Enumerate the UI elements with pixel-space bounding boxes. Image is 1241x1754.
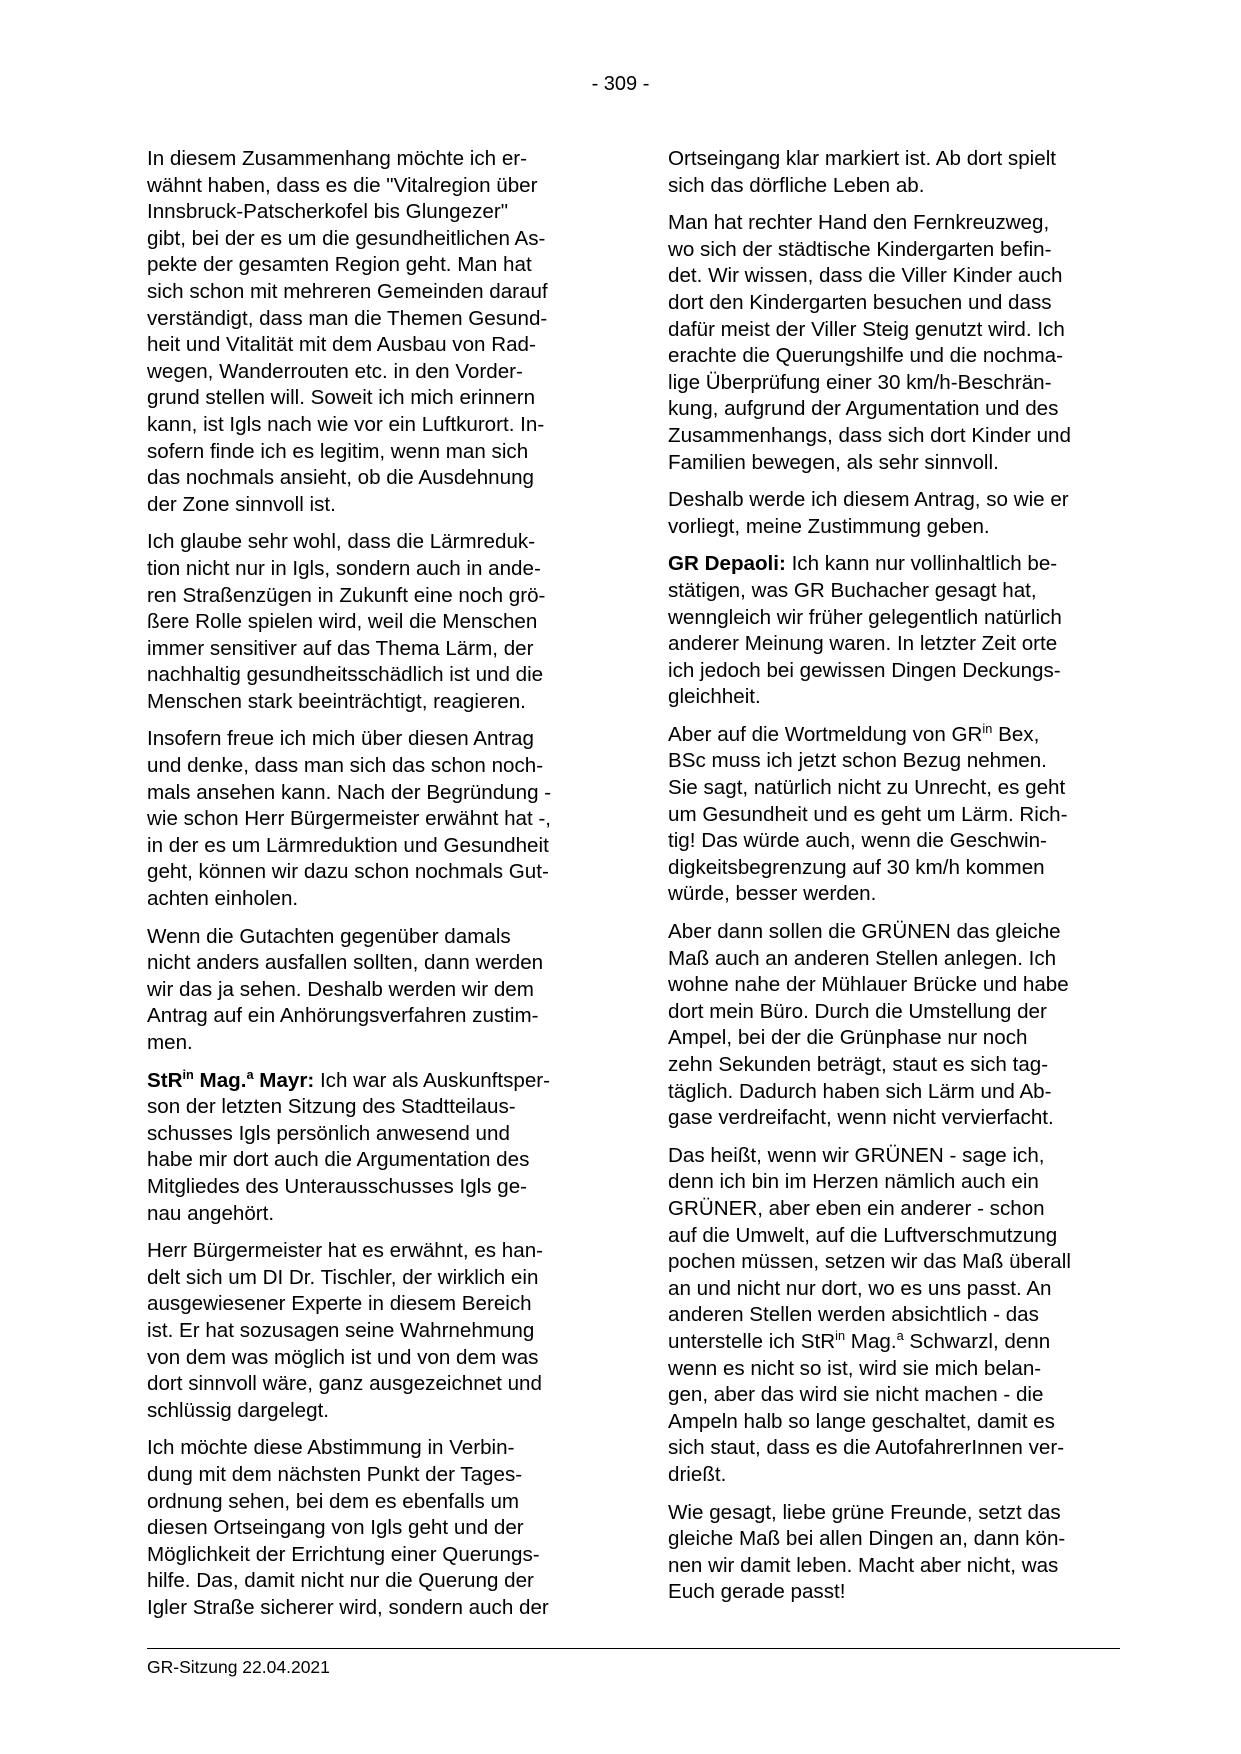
paragraph: In diesem Zusammenhang möchte ich er- wähnt haben, dass es die "Vitalregion über Innsbruck-Patscherkofel bis Glungezer" gibt, bei der es um die gesundheitlichen As- pekte der gesamten Region geht. Man hat sich schon mit mehreren Gemeinden darauf verständigt, dass man die Themen Gesund- heit und Vitalität mit dem Ausbau von Rad- wegen, Wanderrouten etc. in den Vorder- grund stellen will. Soweit ich mich erinnern kann, ist Igls nach wie vor ein Luftkurort. In- sofern finde ich es legitim, wenn man sich das nochmals ansieht, ob die Ausdehnung der Zone sinnvoll ist. xyxy=(147,147,548,516)
right-column xyxy=(668,146,1118,1617)
paragraph: Wenn die Gutachten gegenüber damals nicht anders ausfallen sollten, dann werden wir das ja sehen. Deshalb werden wir dem Antrag auf ein Anhörungsverfahren zustim- men. xyxy=(147,924,544,1054)
paragraph: Ortseingang klar markiert ist. Ab dort spielt sich das dörfliche Leben ab. xyxy=(668,147,1057,197)
paragraph: Ich glaube sehr wohl, dass die Lärmreduk- tion nicht nur in Igls, sondern auch in ande- ren Straßenzügen in Zukunft eine noch grö- ßere Rolle spielen wird, weil die Menschen immer sensitiver auf das Thema Lärm, der nachhaltig gesundheitsschädlich ist und die Menschen stark beeinträchtigt, reagieren. xyxy=(147,530,546,713)
paragraph: Herr Bürgermeister hat es erwähnt, es han- delt sich um DI Dr. Tischler, der wirklich ein ausgewiesener Experte in diesem Bereich ist. Er hat sozusagen seine Wahrnehmung von dem was möglich ist und von dem was dort sinnvoll wäre, ganz ausgezeichnet und schlüssig dargelegt. xyxy=(147,1239,544,1422)
page-number: - 309 - xyxy=(591,73,650,95)
paragraph: Das heißt, wenn wir GRÜNEN - sage ich, denn ich bin im Herzen nämlich auch ein GRÜNER, aber eben ein anderer - schon auf die Umwelt, auf die Luftverschmutzung pochen müssen, setzen wir das Maß überall an und nicht nur dort, wo es uns passt. An anderen Stellen werden absichtlich - das unterstelle ich StR$^{in}$ Mag.$^a$ Schwarzl, denn wenn es nicht so ist, wird sie mich belan- gen, aber das wird sie nicht machen - die Ampeln halb so lange geschaltet, damit es sich staut, dass es die AutofahrerInnen ver- drießt. xyxy=(668,1143,1071,1486)
paragraph: Insofern freue ich mich über diesen Antrag und denke, dass man sich das schon noch- mals ansehen kann. Nach der Begründung - wie schon Herr Bürgermeister erwähnt hat -, in der es um Lärmreduktion und Gesundheit geht, können wir dazu schon nochmals Gut- achten einholen. xyxy=(147,727,552,911)
speaker-name: GR Depaoli: xyxy=(668,552,786,576)
footer-text: GR-Sitzung 22.04.2021 xyxy=(147,1657,330,1677)
paragraph: Wie gesagt, liebe grüne Freunde, setzt das gleiche Maß bei allen Dingen an, dann kön- nen wir damit leben. Macht aber nicht, was Euch gerade passt! xyxy=(668,1500,1066,1604)
paragraph: Aber auf die Wortmeldung von $GR^{in}$ Bex, BSc muss ich jetzt schon Bezug nehmen. Sie sagt, natürlich nicht zu Unrecht, es geht um Gesundheit und es geht um Lärm. Rich- tig! Das würde auch, wenn die Geschwin- digkeitsbegrenzung auf 30 km/h kommen würde, besser werden. xyxy=(668,721,1068,906)
footer-divider xyxy=(147,1648,1120,1649)
speaker-paragraph: StR$^{in}$ Mag.$^a$ Mayr: Ich war als Auskunftsper- son der letzten Sitzung des Stadtteilaus- schusses Igls persönlich anwesend und habe mir dort auch die Argumentation des Mitgliedes des Unterausschusses Igls ge- nau angehört. xyxy=(147,1066,551,1225)
speaker-name: StR$^{in}$ Mag.$^a$ Mayr: xyxy=(147,1066,315,1092)
paragraph: Deshalb werde ich diesem Antrag, so wie er vorliegt, meine Zustimmung geben. xyxy=(668,488,1069,538)
left-column xyxy=(147,146,597,1632)
paragraph: Aber dann sollen die GRÜNEN das gleiche Maß auch an anderen Stellen anlegen. Ich wohne nahe der Mühlauer Brücke und habe dort mein Büro. Durch die Umstellung der Ampel, bei der die Grünphase nur noch zehn Sekunden beträgt, staut es sich tag- täglich. Dadurch haben sich Lärm und Ab- gase verdreifacht, wenn nicht vervierfacht. xyxy=(668,920,1069,1130)
paragraph: Man hat rechter Hand den Fernkreuzweg, wo sich der städtische Kindergarten befin- det. Wir wissen, dass die Viller Kinder auch dort den Kindergarten besuchen und dass dafür meist der Viller Steig genutzt wird. Ich erachte die Querungshilfe und die nochma- lige Überprüfung einer 30 km/h-Beschrän- kung, aufgrund der Argumentation und des Zusammenhangs, dass sich dort Kinder und Familien bewegen, als sehr sinnvoll. xyxy=(668,211,1071,474)
speaker-paragraph: GR Depaoli: Ich kann nur vollinhaltlich be- stätigen, was GR Buchacher gesagt hat, wenngleich wir früher gelegentlich natürlich anderer Meinung waren. In letzter Zeit orte ich jedoch bei gewissen Dingen Deckungs- gleichheit. xyxy=(668,552,1062,709)
paragraph: Ich möchte diese Abstimmung in Verbin- dung mit dem nächsten Punkt der Tages- ordnung sehen, bei dem es ebenfalls um diesen Ortseingang von Igls geht und der Möglichkeit der Errichtung einer Querungs- hilfe. Das, damit nicht nur die Querung der Igler Straße sicherer wird, sondern auch der xyxy=(147,1436,549,1619)
